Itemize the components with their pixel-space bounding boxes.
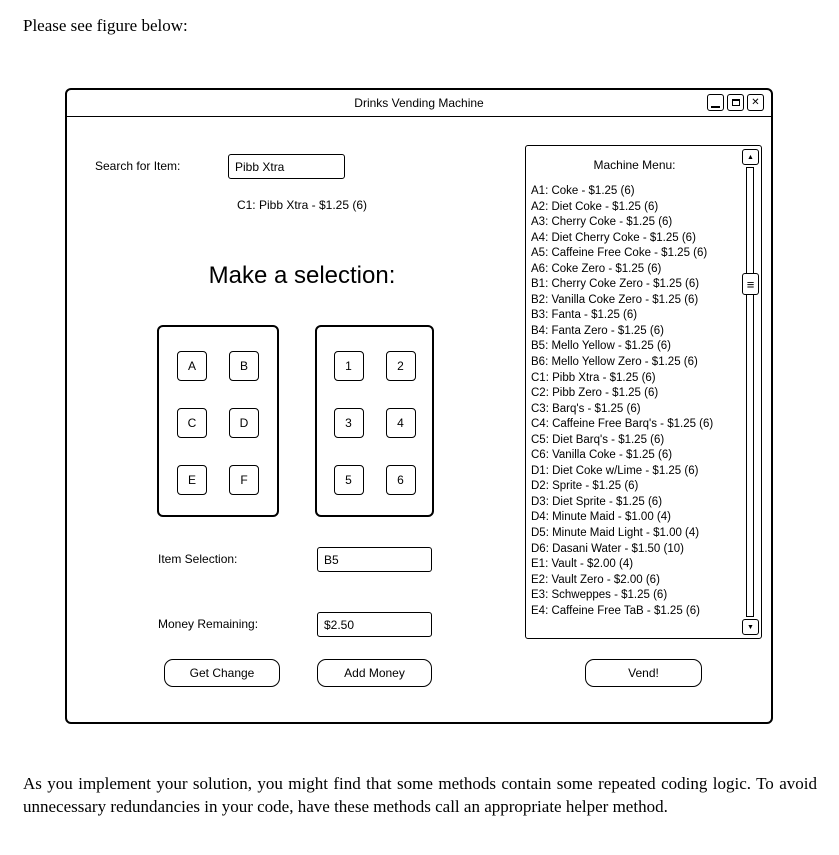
- key-2[interactable]: 2: [386, 351, 416, 381]
- scroll-up-icon: ▲: [747, 153, 754, 161]
- machine-menu-listbox: [525, 145, 762, 639]
- key-f[interactable]: F: [229, 465, 259, 495]
- key-b[interactable]: B: [229, 351, 259, 381]
- key-5[interactable]: 5: [334, 465, 364, 495]
- letter-keypad: [157, 325, 279, 517]
- make-selection-heading: Make a selection:: [208, 262, 396, 289]
- key-e[interactable]: E: [177, 465, 207, 495]
- key-1[interactable]: 1: [334, 351, 364, 381]
- key-6[interactable]: 6: [386, 465, 416, 495]
- minimize-icon: [711, 106, 720, 108]
- maximize-icon: [732, 99, 740, 106]
- menu-item[interactable]: A2: Diet Coke - $1.25 (6): [531, 200, 659, 213]
- key-4[interactable]: 4: [386, 408, 416, 438]
- menu-item[interactable]: B5: Mello Yellow - $1.25 (6): [531, 340, 671, 353]
- scrollbar-grip-icon: ≡: [746, 276, 755, 292]
- menu-item[interactable]: A3: Cherry Coke - $1.25 (6): [531, 216, 673, 229]
- machine-menu-header: Machine Menu:: [593, 158, 676, 172]
- minimize-button[interactable]: [707, 94, 724, 111]
- key-c[interactable]: C: [177, 408, 207, 438]
- close-button[interactable]: [747, 94, 764, 111]
- menu-item[interactable]: C2: Pibb Zero - $1.25 (6): [531, 387, 659, 400]
- money-remaining-label: Money Remaining:: [158, 617, 259, 631]
- scrollbar-thumb[interactable]: [742, 273, 759, 295]
- menu-item[interactable]: C5: Diet Barq's - $1.25 (6): [531, 433, 665, 446]
- menu-item[interactable]: D2: Sprite - $1.25 (6): [531, 480, 639, 493]
- maximize-button[interactable]: [727, 94, 744, 111]
- menu-item[interactable]: B3: Fanta - $1.25 (6): [531, 309, 638, 322]
- scroll-down-button[interactable]: [742, 619, 759, 635]
- menu-item[interactable]: A4: Diet Cherry Coke - $1.25 (6): [531, 231, 696, 244]
- machine-menu-items: [531, 184, 740, 619]
- outro-text: As you implement your solution, you might find that some methods contain some repeated coding logic. To avoid unnecessary redundancies in your code, have these methods call an appropriate helper method.: [23, 774, 817, 816]
- menu-item[interactable]: E3: Schweppes - $1.25 (6): [531, 589, 668, 602]
- menu-item[interactable]: C1: Pibb Xtra - $1.25 (6): [531, 371, 656, 384]
- menu-item[interactable]: E1: Vault - $2.00 (4): [531, 558, 634, 571]
- menu-item[interactable]: E4: Caffeine Free TaB - $1.25 (6): [531, 604, 700, 617]
- menu-item[interactable]: E2: Vault Zero - $2.00 (6): [531, 573, 660, 586]
- item-selection-label: Item Selection:: [158, 552, 238, 566]
- get-change-button[interactable]: Get Change: [164, 659, 280, 687]
- menu-item[interactable]: A5: Caffeine Free Coke - $1.25 (6): [531, 247, 708, 260]
- menu-item[interactable]: D1: Diet Coke w/Lime - $1.25 (6): [531, 464, 699, 477]
- menu-item[interactable]: D6: Dasani Water - $1.50 (10): [531, 542, 684, 555]
- intro-text: Please see figure below:: [23, 16, 188, 35]
- key-3[interactable]: 3: [334, 408, 364, 438]
- key-d[interactable]: D: [229, 408, 259, 438]
- window-controls: [707, 94, 764, 111]
- search-result-text: C1: Pibb Xtra - $1.25 (6): [236, 198, 368, 212]
- menu-item[interactable]: C3: Barq's - $1.25 (6): [531, 402, 641, 415]
- menu-item[interactable]: B4: Fanta Zero - $1.25 (6): [531, 324, 664, 337]
- window-title: Drinks Vending Machine: [354, 96, 484, 110]
- money-remaining-input[interactable]: [317, 612, 432, 637]
- menu-scrollbar: [742, 147, 760, 637]
- menu-item[interactable]: D4: Minute Maid - $1.00 (4): [531, 511, 671, 524]
- search-label: Search for Item:: [95, 159, 181, 173]
- menu-item[interactable]: C6: Vanilla Coke - $1.25 (6): [531, 449, 673, 462]
- menu-item[interactable]: B1: Cherry Coke Zero - $1.25 (6): [531, 278, 700, 291]
- scroll-up-button[interactable]: [742, 149, 759, 165]
- close-icon: ✕: [751, 97, 760, 108]
- menu-item[interactable]: B2: Vanilla Coke Zero - $1.25 (6): [531, 293, 699, 306]
- menu-item[interactable]: D5: Minute Maid Light - $1.00 (4): [531, 527, 700, 540]
- menu-item[interactable]: B6: Mello Yellow Zero - $1.25 (6): [531, 356, 698, 369]
- window-titlebar: [67, 90, 771, 117]
- key-a[interactable]: A: [177, 351, 207, 381]
- menu-item[interactable]: D3: Diet Sprite - $1.25 (6): [531, 495, 663, 508]
- vend-button[interactable]: Vend!: [585, 659, 702, 687]
- menu-item[interactable]: A1: Coke - $1.25 (6): [531, 185, 635, 197]
- item-selection-input[interactable]: [317, 547, 432, 572]
- number-keypad: [315, 325, 434, 517]
- scroll-down-icon: ▼: [747, 623, 754, 631]
- menu-item[interactable]: A6: Coke Zero - $1.25 (6): [531, 262, 662, 275]
- menu-item[interactable]: C4: Caffeine Free Barq's - $1.25 (6): [531, 418, 714, 431]
- scrollbar-track[interactable]: [746, 167, 754, 617]
- add-money-button[interactable]: Add Money: [317, 659, 432, 687]
- search-input[interactable]: [228, 154, 345, 179]
- vending-machine-window: [65, 88, 773, 724]
